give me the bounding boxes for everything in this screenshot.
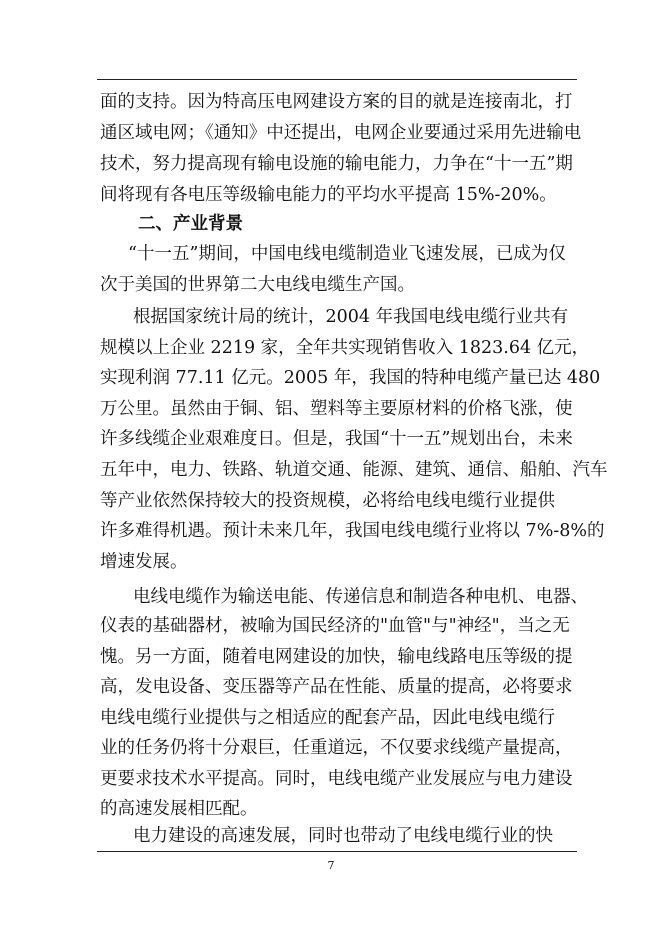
paragraph-line: 许多线缆企业艰难度日。但是，我国“十一五”规划出台，未来 (100, 429, 573, 449)
paragraph-line: 的高速发展相匹配。 (100, 799, 258, 819)
paragraph-line: 电线电缆行业提供与之相适应的配套产品，因此电线电缆行 (100, 708, 555, 728)
footer-rule (97, 851, 577, 852)
paragraph-line: 五年中，电力、铁路、轨道交通、能源、建筑、通信、船舶、汽车 (100, 460, 608, 480)
paragraph-line: 电线电缆作为输送电能、传递信息和制造各种电机、电器、 (133, 587, 588, 607)
paragraph-line: 许多难得机遇。预计未来几年，我国电线电缆行业将以 7%-8%的 (100, 521, 605, 541)
paragraph-line: 实现利润 77.11 亿元。2005 年，我国的特种电缆产量已达 480 (100, 368, 601, 388)
paragraph-line: “十一五”期间，中国电线电缆制造业飞速发展，已成为仅 (128, 244, 566, 264)
paragraph-line: 仪表的基础器材，被喻为国民经济的"血管"与"神经"，当之无 (100, 616, 570, 636)
paragraph-line: 通区域电网；《通知》中还提出，电网企业要通过采用先进输电 (100, 123, 582, 143)
page-number: 7 (327, 859, 335, 872)
paragraph-line: 业的任务仍将十分艰巨，任重道远，不仅要求线缆产量提高， (100, 738, 573, 758)
paragraph-line: 技术，努力提高现有输电设施的输电能力，力争在“十一五”期 (100, 154, 573, 174)
paragraph-line: 万公里。虽然由于铜、铝、塑料等主要原材料的价格飞涨，使 (100, 399, 573, 419)
section-heading: 二、产业背景 (138, 214, 243, 234)
paragraph-line: 更要求技术水平提高。同时，电线电缆产业发展应与电力建设 (100, 769, 573, 789)
paragraph-line: 间将现有各电压等级输电能力的平均水平提高 15%-20%。 (100, 185, 557, 205)
header-rule (97, 79, 577, 80)
paragraph-line: 增速发展。 (100, 552, 188, 572)
paragraph-line: 等产业依然保持较大的投资规模，必将给电线电缆行业提供 (100, 491, 555, 511)
paragraph-line: 面的支持。因为特高压电网建设方案的目的就是连接南北，打 (100, 92, 573, 112)
paragraph-line: 高，发电设备、变压器等产品在性能、质量的提高，必将要求 (100, 677, 573, 697)
paragraph-line: 根据国家统计局的统计，2004 年我国电线电缆行业共有 (133, 307, 569, 327)
paragraph-line: 电力建设的高速发展，同时也带动了电线电缆行业的快 (133, 826, 553, 846)
paragraph-line: 愧。另一方面，随着电网建设的加快，输电线路电压等级的提 (100, 647, 573, 667)
paragraph-line: 规模以上企业 2219 家，全年共实现销售收入 1823.64 亿元， (100, 338, 590, 358)
paragraph-line: 次于美国的世界第二大电线电缆生产国。 (100, 275, 415, 295)
